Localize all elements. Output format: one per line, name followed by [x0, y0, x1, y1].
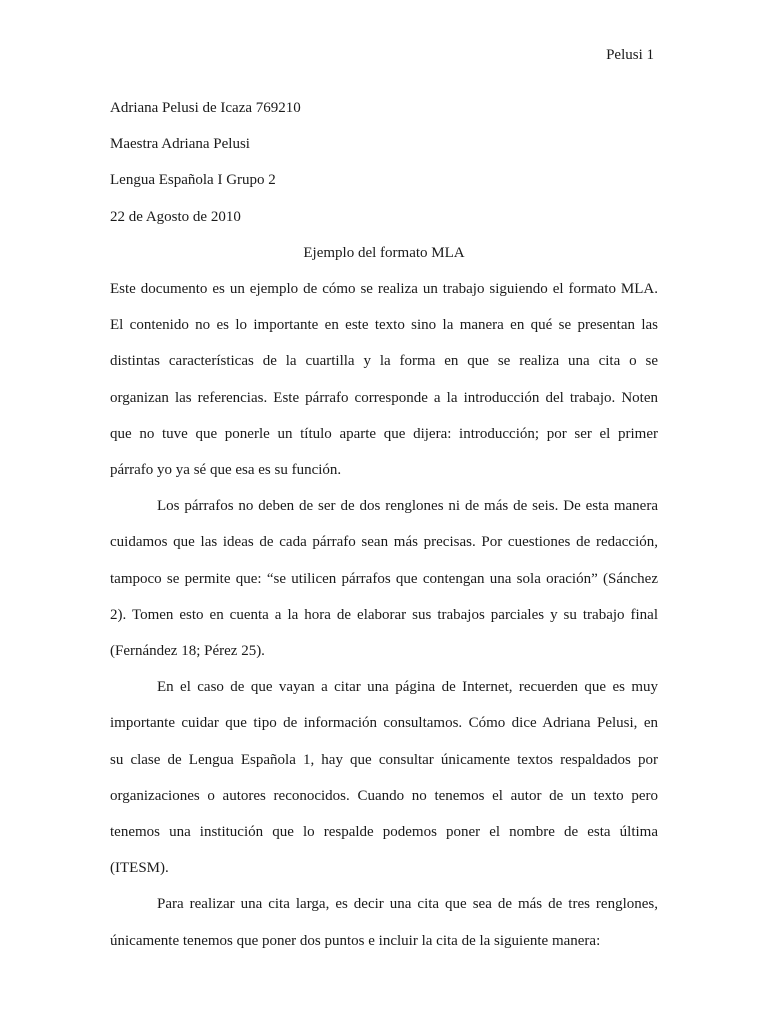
document-body	[110, 90, 658, 959]
paragraph-line: organizan las referencias. Este párrafo corresponde a la introducción del trabajo. Noten	[110, 389, 658, 406]
paragraph-line: El contenido no es lo importante en este texto sino la manera en qué se presentan las	[110, 317, 658, 334]
paragraph-line: Los párrafos no deben de ser de dos renglones ni de más de seis. De esta manera	[157, 498, 658, 515]
paragraph-line: distintas características de la cuartilla y la forma en que se realiza una cita o se	[110, 353, 658, 370]
paragraph-line: importante cuidar que tipo de información consultamos. Cómo dice Adriana Pelusi, en	[110, 715, 658, 732]
paragraph-line: su clase de Lengua Española 1, hay que consultar únicamente textos respaldados por	[110, 751, 658, 768]
course-line: Lengua Española I Grupo 2	[110, 172, 276, 189]
paragraph-line: párrafo yo ya sé que esa es su función.	[110, 462, 342, 479]
paragraph-line: (Fernández 18; Pérez 25).	[110, 643, 265, 660]
paragraph-1	[110, 271, 658, 488]
paragraph-line: En el caso de que vayan a citar una página de Internet, recuerden que es muy	[157, 679, 658, 696]
paragraph-line: tenemos una institución que lo respalde podemos poner el nombre de esta última	[110, 824, 658, 841]
paragraph-line: únicamente tenemos que poner dos puntos e incluir la cita de la siguiente manera:	[110, 932, 601, 949]
student-name-line: Adriana Pelusi de Icaza 769210	[110, 100, 301, 116]
paragraph-4	[110, 886, 658, 958]
document-title: Ejemplo del formato MLA	[303, 244, 465, 261]
paragraph-line: tampoco se permite que: “se utilicen párrafos que contengan una sola oración” (Sánchez	[110, 570, 658, 587]
paragraph-line: Para realizar una cita larga, es decir una cita que sea de más de tres renglones,	[157, 896, 658, 913]
paragraph-line: organizaciones o autores reconocidos. Cuando no tenemos el autor de un texto pero	[110, 787, 658, 804]
paragraph-line: 2). Tomen esto en cuenta a la hora de elaborar sus trabajos parciales y su trabajo final	[110, 606, 658, 623]
teacher-name-line: Maestra Adriana Pelusi	[110, 136, 250, 153]
paragraph-line: que no tuve que ponerle un título aparte que dijera: introducción; por ser el primer	[110, 425, 658, 442]
paragraph-3	[110, 669, 658, 886]
date-line: 22 de Agosto de 2010	[110, 208, 241, 225]
paragraph-line: (ITESM).	[110, 860, 169, 877]
page-header-running-head: Pelusi 1	[606, 47, 654, 63]
paragraph-2	[110, 488, 658, 669]
paragraph-line: Este documento es un ejemplo de cómo se realiza un trabajo siguiendo el formato MLA.	[110, 281, 658, 298]
paragraph-line: cuidamos que las ideas de cada párrafo sean más precisas. Por cuestiones de redacción,	[110, 534, 658, 551]
